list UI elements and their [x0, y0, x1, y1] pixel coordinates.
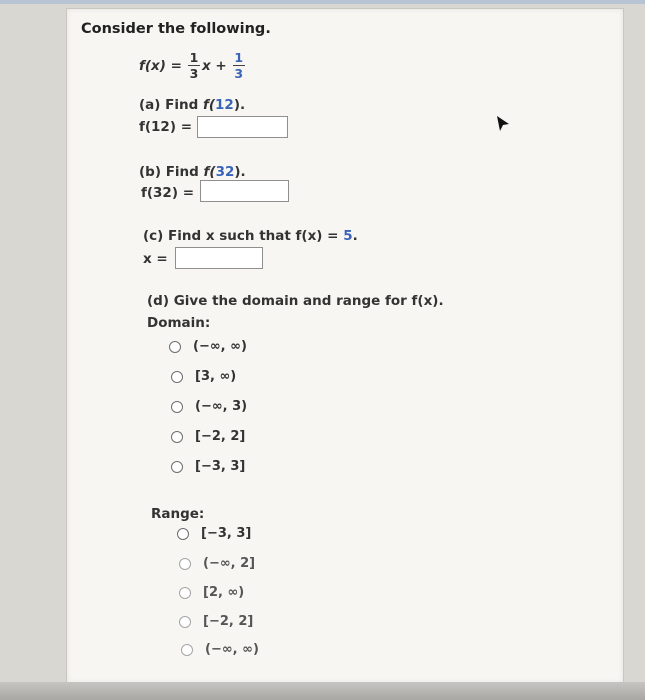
part-b-prompt: (b) Find f(32). [139, 164, 246, 180]
fraction-2-numerator: 1 [234, 50, 244, 65]
top-edge-bar [0, 0, 645, 4]
part-c-answer-label: x = [143, 251, 168, 267]
fraction-2-denominator: 3 [234, 66, 244, 81]
radio-button-icon[interactable] [177, 528, 189, 540]
mouse-pointer-icon [495, 115, 511, 133]
fraction-2 [233, 51, 245, 80]
domain-label: Domain: [147, 315, 211, 331]
domain-option-2[interactable]: [3, ∞) [171, 369, 236, 384]
radio-button-icon[interactable] [179, 616, 191, 628]
part-a-answer-input[interactable] [197, 116, 288, 138]
part-c-answer-input[interactable] [175, 247, 263, 269]
part-a-argument: 12 [215, 97, 234, 113]
function-variable: x + [201, 57, 227, 74]
part-b-answer-input[interactable] [200, 180, 289, 202]
domain-option-1[interactable]: (−∞, ∞) [169, 339, 247, 354]
range-option-3[interactable]: [2, ∞) [179, 585, 244, 600]
radio-button-icon[interactable] [171, 401, 183, 413]
question-card [66, 8, 624, 684]
domain-option-4[interactable]: [−2, 2] [171, 429, 245, 444]
range-label: Range: [151, 506, 205, 522]
part-b-answer-label: f(32) = [141, 185, 195, 201]
question-title: Consider the following. [81, 21, 271, 37]
part-c-target: 5 [343, 228, 353, 244]
part-a-answer-label: f(12) = [139, 119, 193, 135]
radio-button-icon[interactable] [171, 461, 183, 473]
radio-button-icon[interactable] [179, 558, 191, 570]
function-lhs: f(x) = [139, 57, 182, 74]
fraction-1 [188, 51, 200, 80]
part-d-prompt: (d) Give the domain and range for f(x). [147, 293, 444, 309]
part-b-argument: 32 [215, 164, 235, 180]
bottom-edge-shade [0, 682, 645, 700]
range-option-5[interactable]: (−∞, ∞) [181, 642, 259, 657]
radio-button-icon[interactable] [181, 644, 193, 656]
function-definition [139, 51, 247, 80]
part-c-prompt: (c) Find x such that f(x) = 5. [143, 228, 358, 244]
range-option-2[interactable]: (−∞, 2] [179, 556, 255, 571]
domain-option-3[interactable]: (−∞, 3) [171, 399, 247, 414]
radio-button-icon[interactable] [179, 587, 191, 599]
fraction-1-numerator: 1 [189, 50, 199, 65]
domain-option-5[interactable]: [−3, 3] [171, 459, 245, 474]
part-a-prompt: (a) Find f(12). [139, 97, 246, 113]
radio-button-icon[interactable] [171, 371, 183, 383]
range-option-1[interactable]: [−3, 3] [177, 526, 251, 541]
radio-button-icon[interactable] [169, 341, 181, 353]
radio-button-icon[interactable] [171, 431, 183, 443]
fraction-1-denominator: 3 [189, 66, 199, 81]
range-option-4[interactable]: [−2, 2] [179, 614, 253, 629]
